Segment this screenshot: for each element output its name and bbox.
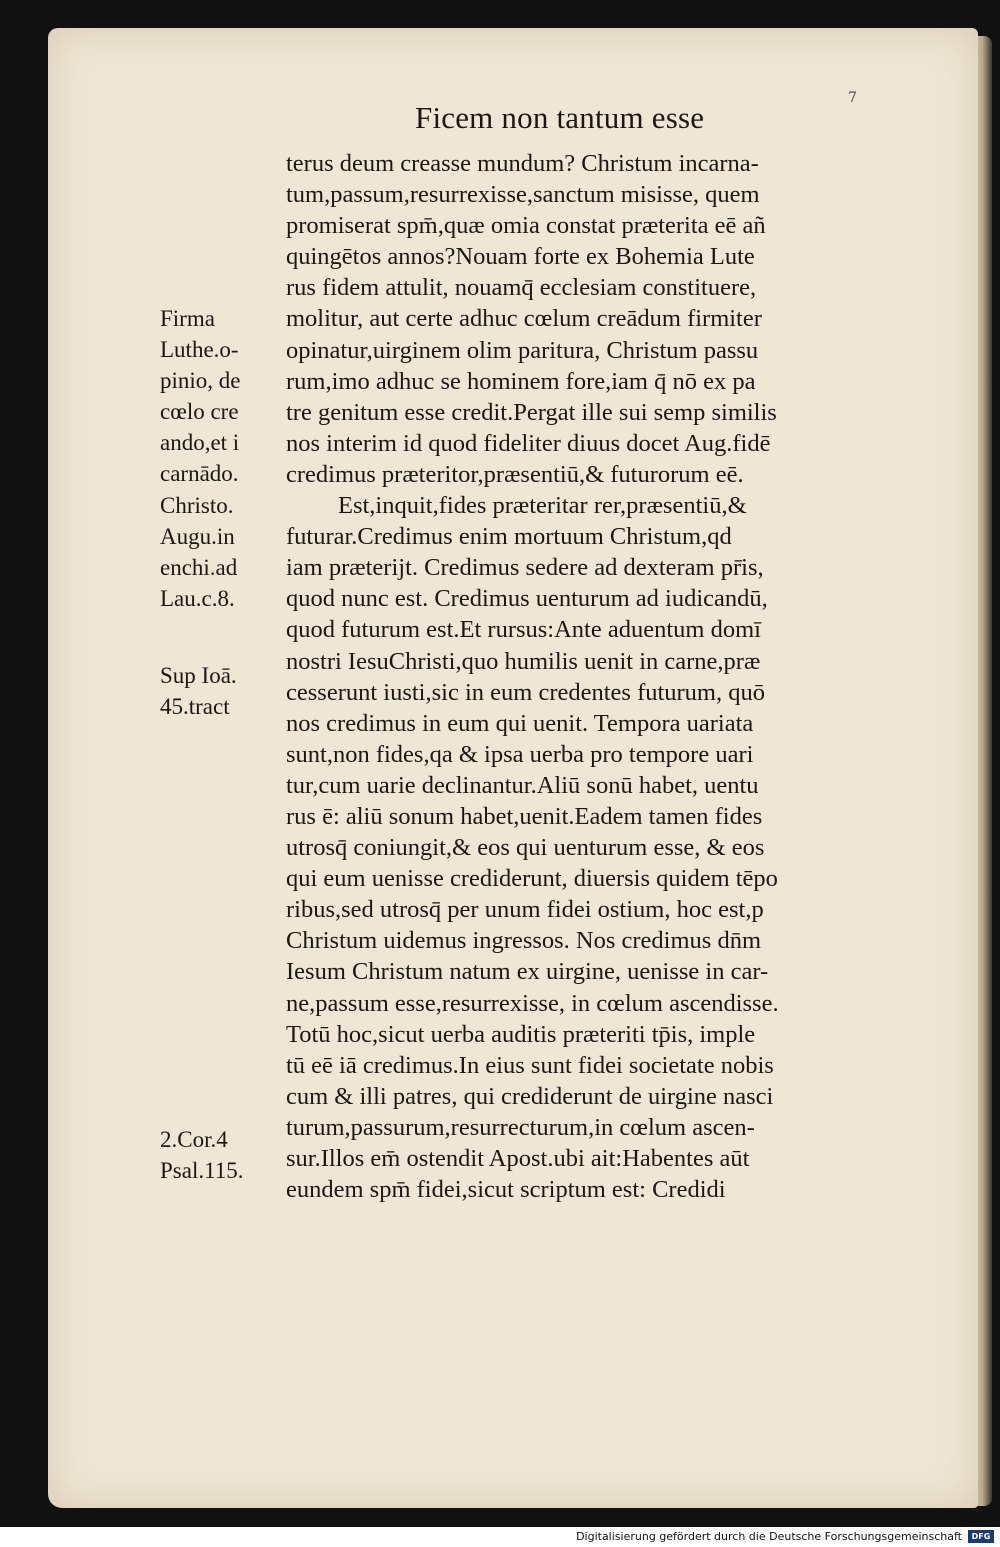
margin-note: Lau.c.8. [160,585,235,611]
margin-note: Augu.in [160,523,235,549]
margin-note: Psal.115. [160,1158,244,1184]
text-line: tur,cum uarie declinantur.Aliū sonū habet, uentu [286,771,759,799]
margin-note: pinio, de [160,368,241,394]
text-line: terus deum creasse mundum? Christum incarna- [286,150,759,177]
text-line: rus ē: aliū sonum habet,uenit.Eadem tamen fides [286,802,763,830]
text-line: eundem spm̄ fidei,sicut scriptum est: Credidi [286,1176,726,1204]
footer-credit: Digitalisierung gefördert durch die Deutsche Forschungsgemeinschaft [576,1530,962,1543]
margin-note: 2.Cor.4 [160,1127,228,1152]
margin-note: 45.tract [160,694,230,720]
margin-note: Firma [160,306,215,331]
dfg-logo-icon: DFG [968,1530,994,1543]
text-line: tū eē iā credimus.In eius sunt fidei societate nobis [286,1051,774,1079]
margin-note: Luthe.o- [160,337,239,363]
text-line: cum & illi patres, qui crediderunt de uirgine nasci [286,1082,774,1110]
text-line: molitur, aut certe adhuc cœlum creādum firmiter [286,305,762,333]
text-line: ne,passum esse,resurrexisse, in cœlum ascendisse. [286,989,779,1017]
running-head: Ficem non tantum esse [415,100,705,135]
text-line: futurar.Credimus enim mortuum Christum,qd [286,523,732,551]
margin-notes-b [160,660,237,722]
text-line: credimus præteritor,præsentiū,& futurorum eē. [286,460,744,488]
text-line: tre genitum esse credit.Pergat ille sui semp similis [286,398,777,426]
text-line: quod futurum est.Et rursus:Ante aduentum domī [286,616,761,644]
page-mark: 7 [848,90,857,106]
text-line: Christum uidemus ingressos. Nos credimus dn̄m [286,927,762,955]
text-line: tum,passum,resurrexisse,sanctum misisse, quem [286,181,760,209]
body-text [286,148,908,1205]
margin-notes-a [160,303,241,614]
text-line: iam præterijt. Credimus sedere ad dexteram pr̄is, [286,554,764,582]
text-line: Est,inquit,fides præteritar rer,præsentiū,& [338,492,747,520]
text-line: quod nunc est. Credimus uenturum ad iudicandū, [286,585,768,613]
margin-note: ando,et i [160,430,240,456]
text-line: sunt,non fides,qa & ipsa uerba pro tempore uari [286,740,754,768]
text-line: utrosq̄ coniungit,& eos qui uenturum esse, & eos [286,834,765,862]
text-line: opinatur,uirginem olim paritura, Christum passu [286,336,759,364]
margin-note: Christo. [160,492,234,518]
text-line: quingētos annos?Nouam forte ex Bohemia Lute [286,243,755,271]
margin-notes-c [160,1124,244,1186]
text-line: ribus,sed utrosq̄ per unum fidei ostium, hoc est,p [286,896,764,924]
text-line: Totū hoc,sicut uerba auditis præteriti tp̄is, imple [286,1020,756,1048]
text-line: rum,imo adhuc se hominem fore,iam q̄ nō ex pa [286,367,756,395]
text-line: nos credimus in eum qui uenit. Tempora uariata [286,709,754,737]
margin-note: enchi.ad [160,554,238,580]
text-line: sur.Illos em̄ ostendit Apost.ubi ait:Habentes aūt [286,1145,750,1172]
text-line: turum,passurum,resurrecturum,in cœlum ascen- [286,1113,755,1141]
text-line: cesserunt iusti,sic in eum credentes futurum, quō [286,678,765,706]
text-line: rus fidem attulit, nouamq̄ ecclesiam constituere, [286,274,757,302]
footer-bar [0,1527,1000,1547]
margin-note: cœlo cre [160,399,239,425]
margin-note: Sup Ioā. [160,663,237,688]
text-line: nostri IesuChristi,quo humilis uenit in carne,præ [286,647,761,675]
text-line: Iesum Christum natum ex uirgine, uenisse in car- [286,958,769,986]
text-line: promiserat spm̄,quæ omia constat præterita eē añ [286,212,766,240]
margin-note: carnādo. [160,461,239,487]
text-line: nos interim id quod fideliter diuus docet Aug.fidē [286,429,771,457]
text-line: qui eum uenisse crediderunt, diuersis quidem tēpo [286,865,778,893]
